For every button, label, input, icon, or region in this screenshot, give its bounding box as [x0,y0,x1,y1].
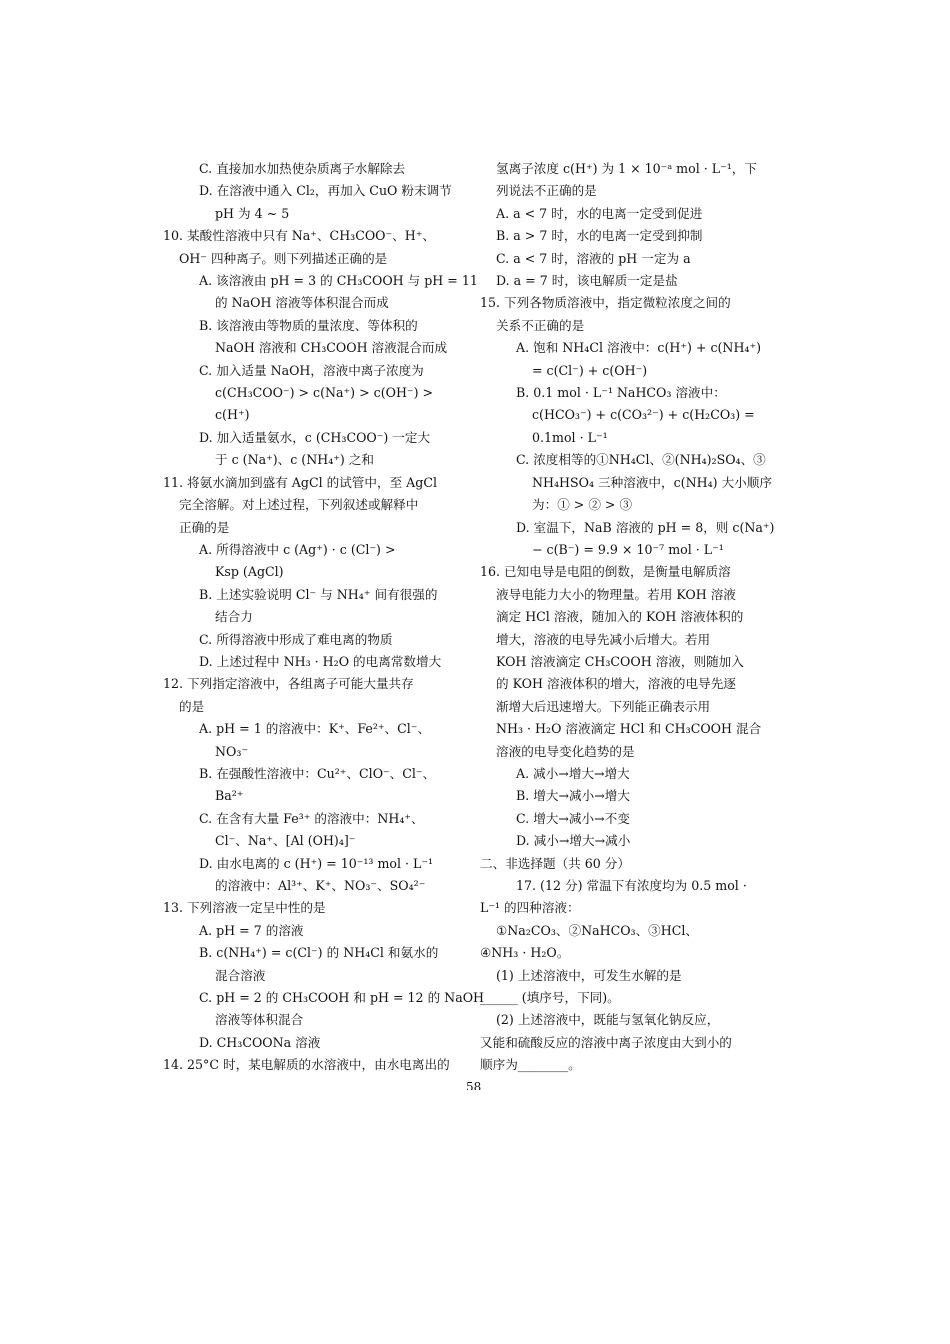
text-line: 于 c (Na⁺)、c (NH₄⁺) 之和 [215,452,375,468]
text-line: B. 增大→减小→增大 [516,788,630,804]
text-line: D. CH₃COONa 溶液 [199,1034,321,1050]
text-line: 0.1mol · L⁻¹ [532,429,608,445]
text-line: 的溶液中：Al³⁺、K⁺、NO₃⁻、SO₄²⁻ [215,878,426,893]
text-line: 的是 [179,698,205,714]
text-line: C. 增大→减小→不变 [516,810,630,826]
text-line: 混合溶液 [215,967,266,983]
text-line: D. 减小→增大→减小 [516,833,631,849]
text-line: 16. 已知电导是电阻的倒数，是衡量电解质溶 [480,564,731,580]
text-line: c(CH₃COO⁻) > c(Na⁺) > c(OH⁻) > [215,385,434,401]
text-line: 增大，溶液的电导先减小后增大。若用 [496,631,711,647]
text-line: A. a < 7 时，水的电离一定受到促进 [496,205,703,221]
text-line: 液导电能力大小的物理量。若用 KOH 溶液 [496,586,736,602]
text-line: 列说法不正确的是 [496,183,597,199]
text-line: KOH 溶液滴定 CH₃COOH 溶液，则随加入 [496,653,744,669]
text-line: 为：① > ② > ③ [532,497,633,513]
text-line: L⁻¹ 的四种溶液： [480,900,580,916]
text-line: pH 为 4 ~ 5 [215,205,290,221]
text-line: = c(Cl⁻) + c(OH⁻) [532,362,648,378]
text-line: B. 0.1 mol · L⁻¹ NaHCO₃ 溶液中： [516,385,726,401]
text-line: A. 饱和 NH₄Cl 溶液中：c(H⁺) + c(NH₄⁺) [516,340,762,356]
text-line: OH⁻ 四种离子。则下列描述正确的是 [179,250,388,266]
text-line: B. a > 7 时，水的电离一定受到抑制 [496,228,703,244]
text-line: 顺序为________。 [480,1057,581,1073]
text-line: 滴定 HCl 溶液，随加入的 KOH 溶液体积的 [496,609,744,625]
text-line: c(HCO₃⁻) + c(CO₃²⁻) + c(H₂CO₃) = [532,407,755,423]
text-line: 14. 25°C 时，某电解质的水溶液中，由水电离出的 [163,1057,450,1073]
right-column [480,158,780,1077]
text-line: C. 在含有大量 Fe³⁺ 的溶液中：NH₄⁺、 [199,810,424,826]
text-line: D. 在溶液中通入 Cl₂，再加入 CuO 粉末调节 [199,183,452,199]
text-line: B. 上述实验说明 Cl⁻ 与 NH₄⁺ 间有很强的 [199,586,438,602]
text-line: D. 室温下，NaB 溶液的 pH = 8，则 c(Na⁺) [516,519,775,535]
text-line: − c(B⁻) = 9.9 × 10⁻⁷ mol · L⁻¹ [532,541,724,557]
text-line: 渐增大后迅速增大。下列能正确表示用 [496,698,711,714]
text-line: C. 浓度相等的①NH₄Cl、②(NH₄)₂SO₄、③ [516,452,766,468]
text-line: C. a < 7 时，溶液的 pH 一定为 a [496,250,691,266]
text-line: 13. 下列溶液一定呈中性的是 [163,900,326,916]
text-line: D. 加入适量氨水，c (CH₃COO⁻) 一定大 [199,429,431,445]
text-line: C. pH = 2 的 CH₃COOH 和 pH = 12 的 NaOH [199,990,485,1006]
text-line: A. pH = 7 的溶液 [199,922,304,938]
text-line: ______ (填序号，下同)。 [480,990,620,1006]
text-line: 二、非选择题（共 60 分） [480,855,630,871]
text-line: ④NH₃ · H₂O。 [480,945,570,961]
text-line: 的 KOH 溶液体积的增大，溶液的电导先逐 [496,676,736,692]
text-line: NaOH 溶液和 CH₃COOH 溶液混合而成 [215,340,448,356]
text-line: c(H⁺) [215,407,250,423]
text-line: NO₃⁻ [215,743,249,759]
text-line: (2) 上述溶液中，既能与氢氧化钠反应， [496,1012,720,1028]
text-line: 氢离子浓度 c(H⁺) 为 1 × 10⁻ᵃ mol · L⁻¹，下 [496,161,757,176]
text-line: B. 在强酸性溶液中：Cu²⁺、ClO⁻、Cl⁻、 [199,765,436,781]
text-line: A. pH = 1 的溶液中：K⁺、Fe²⁺、Cl⁻、 [199,721,431,737]
text-line: 的 NaOH 溶液等体积混合而成 [215,295,389,311]
text-line: 完全溶解。对上述过程，下列叙述或解释中 [179,497,419,513]
text-line: A. 该溶液由 pH = 3 的 CH₃COOH 与 pH = 11 [199,273,478,289]
text-line: Cl⁻、Na⁺、[Al (OH)₄]⁻ [215,833,356,849]
text-line: NH₃ · H₂O 溶液滴定 HCl 和 CH₃COOH 混合 [496,721,762,737]
text-line: Ba²⁺ [215,788,244,804]
text-line: A. 减小→增大→增大 [516,765,630,781]
text-line: B. 该溶液由等物质的量浓度、等体积的 [199,317,418,333]
text-line: 又能和硫酸反应的溶液中离子浓度由大到小的 [480,1034,732,1050]
text-line: D. a = 7 时，该电解质一定是盐 [496,273,678,289]
text-line: 溶液等体积混合 [215,1012,304,1028]
text-line: 12. 下列指定溶液中，各组离子可能大量共存 [163,676,414,692]
page-number: 58 [466,1080,482,1090]
text-line: ①Na₂CO₃、②NaHCO₃、③HCl、 [496,922,699,938]
text-line: 17. (12 分) 常温下有浓度均为 0.5 mol · [516,878,747,893]
text-line: B. c(NH₄⁺) = c(Cl⁻) 的 NH₄Cl 和氨水的 [199,945,439,961]
text-line: 关系不正确的是 [496,317,585,333]
text-line: 11. 将氨水滴加到盛有 AgCl 的试管中，至 AgCl [163,474,437,490]
text-line: A. 所得溶液中 c (Ag⁺) · c (Cl⁻) > [199,541,396,557]
text-line: D. 由水电离的 c (H⁺) = 10⁻¹³ mol · L⁻¹ [199,855,434,871]
text-line: C. 所得溶液中形成了难电离的物质 [199,631,393,647]
text-line: 10. 某酸性溶液中只有 Na⁺、CH₃COO⁻、H⁺、 [163,228,435,244]
text-line: 结合力 [215,609,253,625]
text-line: NH₄HSO₄ 三种溶液中，c(NH₄) 大小顺序 [532,474,772,490]
text-line: (1) 上述溶液中，可发生水解的是 [496,967,682,983]
text-line: C. 直接加水加热使杂质离子水解除去 [199,161,406,176]
left-column [163,158,485,1077]
text-line: 15. 下列各物质溶液中，指定微粒浓度之间的 [480,295,731,311]
text-line: Ksp (AgCl) [215,564,284,580]
text-line: C. 加入适量 NaOH，溶液中离子浓度为 [199,362,424,378]
text-line: 正确的是 [179,519,230,535]
text-line: D. 上述过程中 NH₃ · H₂O 的电离常数增大 [199,653,442,669]
text-line: 溶液的电导变化趋势的是 [496,743,635,759]
